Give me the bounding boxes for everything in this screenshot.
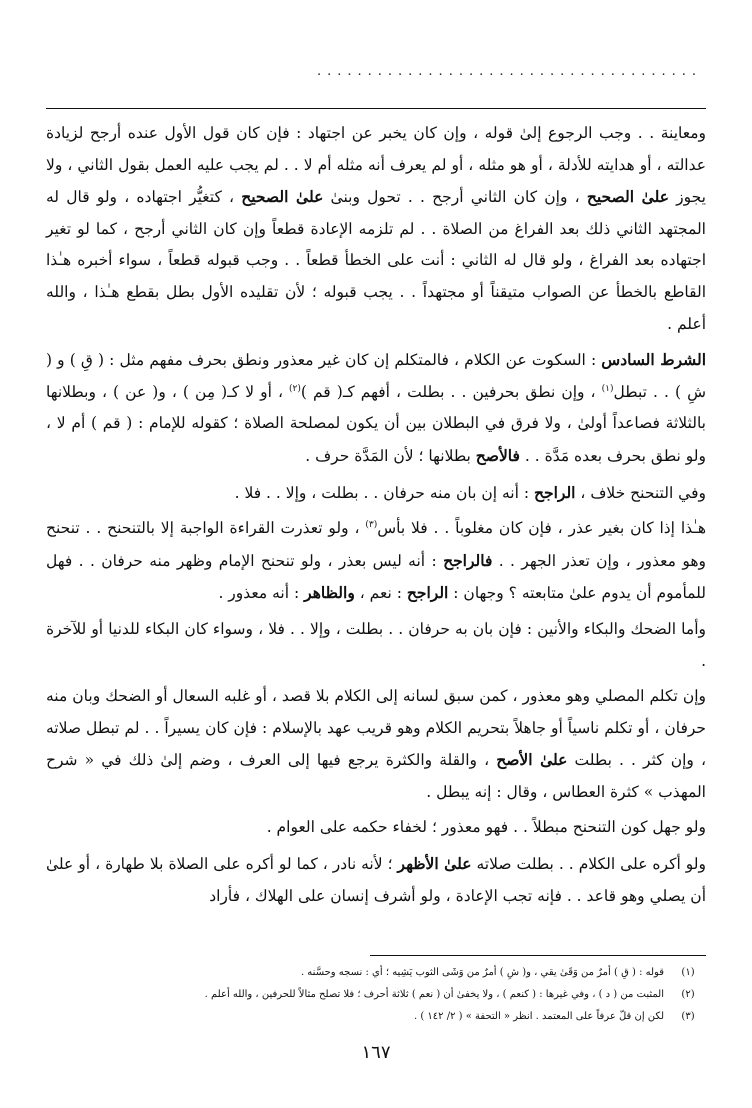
footnote-rule xyxy=(370,955,706,956)
paragraph xyxy=(46,477,706,510)
paragraph xyxy=(46,848,706,912)
text-run: : أنه معذور . xyxy=(218,584,305,603)
footnote-marker: (١) xyxy=(601,383,614,394)
footnote xyxy=(46,1006,706,1028)
text-run: ، وإن نطق بحرفين . . بطلت ، أفهم كـ( قم ) xyxy=(300,382,602,401)
paragraph xyxy=(46,513,706,610)
bold-term: فالأصح xyxy=(475,445,520,465)
header-rule xyxy=(46,108,706,109)
text-run: ؛ لأنه نادر ، كما لو أكره على الصلاة بلا طهارة ، أو علىٰ أن يصلي وهو قاعد . . فإنه تجب الإعادة ، ولو أشرف إنسان على الهلاك ، فأراد xyxy=(46,855,706,905)
bold-term: علىٰ الأظهر xyxy=(397,854,472,874)
footnote xyxy=(46,984,706,1006)
bold-term: علىٰ الصحيح xyxy=(586,187,669,207)
paragraph xyxy=(46,344,706,472)
text-run: ، ولو تعذرت القراءة الواجبة إلا بالتنحنح . . تنحنح وهو معذور ، وإن تعذر الجهر . . xyxy=(46,519,706,570)
text-run: وإن تكلم المصلي وهو معذور ، كمن سبق لسانه إلى الكلام بلا قصد ، أو غلبه السعال أو الضحك وبان منه حرفان ، أو تكلم ناسياً أو جاهلاً بتحريم الكلام وهو قريب عهد بالإسلام : فإن كان يسيراً . . لم تبطل صلاته ، وإن كثر . . بطلت xyxy=(46,687,706,770)
bold-term: فالراجح xyxy=(443,550,493,570)
footnote-text: المثبت من ( د ) ، وفي غيرها : ( كنعم ) ، ولا يخفىٰ أن ( نعم ) ثلاثة أحرف ؛ فلا تصلح مثالاً للحرفين ، والله أعلم . xyxy=(204,989,664,1000)
footnote xyxy=(46,962,706,984)
bold-term: علىٰ الصحيح xyxy=(241,187,324,207)
footnote-number: (١) xyxy=(681,967,695,978)
text-run: ، والقلة والكثرة يرجع فيها إلى العرف ، وضم إلىٰ ذلك في « شرح المهذب » كثرة العطاس ، وقال : إنه يبطل . xyxy=(46,751,706,801)
bold-term: الراجح xyxy=(406,583,449,603)
footnote-text: لكن إن قلّ عرفاً على المعتمد . انظر « التحفة » ( ٢/ ١٤٢ ) . xyxy=(413,1011,664,1022)
footnote-marker: (٣) xyxy=(365,519,378,530)
footnote-marker: (٢) xyxy=(289,383,301,394)
text-run: وفي التنحنح خلاف ، xyxy=(575,483,706,502)
main-text xyxy=(46,118,706,912)
bold-term: علىٰ الأصح xyxy=(496,750,568,770)
text-run: ، أو لا كـ( مِن ) ، و( عن ) ، وبطلانها بالثلاثة فصاعداً أولىٰ ، ولا فرق في البطلان بين أن يكون لمصلحة الصلاة ؛ كقوله للإمام : ( قم ) أم لا ، ولو نطق بحرف بعده مَدَّة . . xyxy=(46,382,706,465)
header-dots: ...................................... xyxy=(316,64,702,79)
text-run: : السكوت عن الكلام ، فالمتكلم إن كان غير معذور ونطق بحرف مفهم مثل : ( قِ ) و ( شِ ) . . تبطل xyxy=(46,351,706,401)
paragraph xyxy=(46,118,706,340)
footnotes xyxy=(46,962,706,1028)
bold-term: والظاهر xyxy=(304,583,355,603)
text-run: ، كتغيُّر اجتهاده ، ولو قال له المجتهد الثاني ذلك بعد الفراغ من الصلاة . . لم تلزمه الإعادة قطعاً وإن كان الثاني أرجح ، كما لو تغير اجتهاده بعد الفراغ ، ولو قال له الثاني : أنت على الخطأ قطعاً . . وجب قبوله قطعاً ، سواء أخبره هـٰذا القاطع بالخطأ عن الصواب متيقناً أو مجتهداً . . يجب قبوله ؛ لأن تقليده الأول بطل بقطع هـٰذا ، والله أعلم . xyxy=(46,188,706,333)
bold-term: الشرط السادس xyxy=(601,350,707,370)
paragraph xyxy=(46,614,706,677)
bold-term: الراجح xyxy=(534,482,576,502)
page-number: ١٦٧ xyxy=(361,1042,391,1063)
text-run: بطلانها ؛ لأن المَدَّة حرف . xyxy=(305,446,476,465)
paragraph xyxy=(46,812,706,844)
paragraph xyxy=(46,681,706,808)
text-run: ، وإن كان الثاني أرجح . . تحول وبنىٰ xyxy=(323,188,587,207)
text-run: ومعاينة . . وجب الرجوع إلىٰ قوله ، وإن كان يخبر عن اجتهاد : فإن كان قول الأول عنده أرجح لزيادة عدالته ، أو هدايته للأدلة ، أو هو مثله ، أو لم يعرف أنه مثله أم لا . . لم يجب عليه العمل بقول الثاني ، ولا يجوز xyxy=(46,124,706,207)
footnote-text: قوله : ( قِ ) أمرٌ من وَقَىٰ يقي ، و( شِ ) أمرٌ من وَشَى الثوب يَشِيه ؛ أي : نسجه وحسَّنه . xyxy=(300,967,664,978)
footnote-number: (٢) xyxy=(681,989,695,1000)
footnote-number: (٣) xyxy=(681,1011,695,1022)
text-run: ولو جهل كون التنحنح مبطلاً . . فهو معذور ؛ لخفاء حكمه على العوام . xyxy=(266,818,706,837)
text-run: ولو أكره على الكلام . . بطلت صلاته xyxy=(471,855,707,874)
text-run: وأما الضحك والبكاء والأنين : فإن بان به حرفان . . بطلت ، وإلا . . فلا ، وسواء كان البكاء للدنيا أو للآخرة . xyxy=(46,619,706,670)
text-run: : أنه إن بان منه حرفان . . بطلت ، وإلا . . فلا . xyxy=(234,483,535,502)
text-run: هـٰذا إذا كان بغير عذر ، فإن كان مغلوباً . . فلا بأس xyxy=(377,519,706,538)
text-run: : أنه ليس بعذر ، ولو تنحنح الإمام وظهر منه حرفان . . فهل للمأموم أن يدوم علىٰ متابعته ؟ وجهان : xyxy=(46,551,706,603)
text-run: : نعم ، xyxy=(354,584,407,603)
